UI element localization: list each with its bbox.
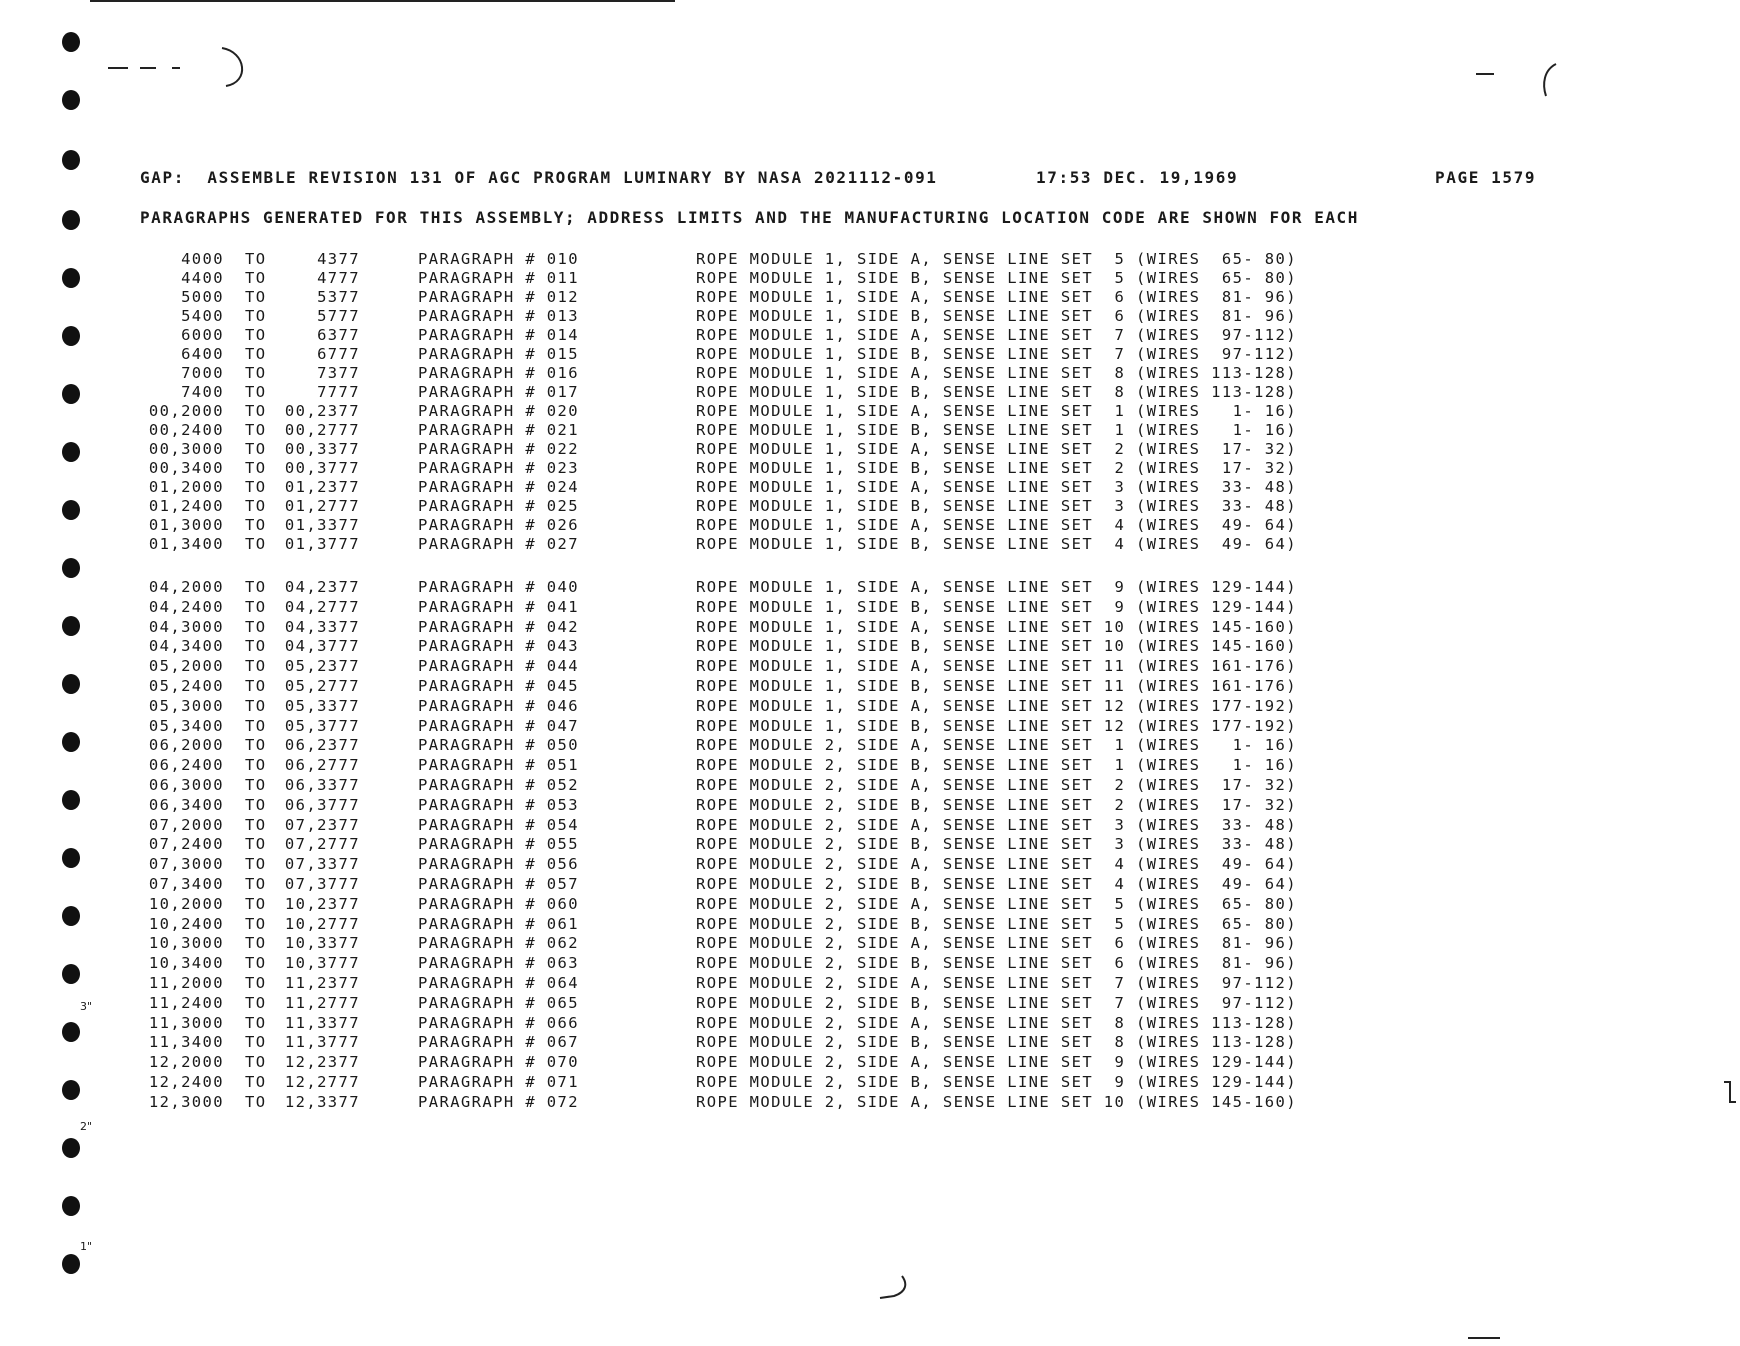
page-number: PAGE 1579 — [1435, 168, 1537, 187]
to-keyword: TO — [245, 364, 267, 382]
rope-location: ROPE MODULE 2, SIDE A, SENSE LINE SET 6 (WIRES 81- 96) — [696, 934, 1297, 953]
rope-location: ROPE MODULE 1, SIDE B, SENSE LINE SET 1 (WIRES 1- 16) — [696, 421, 1297, 439]
paragraph-number: PARAGRAPH # 053 — [418, 795, 579, 814]
listing-row — [0, 1073, 1740, 1092]
rope-location: ROPE MODULE 1, SIDE B, SENSE LINE SET 8 (WIRES 113-128) — [696, 383, 1297, 401]
listing-row — [0, 364, 1740, 383]
paragraph-number: PARAGRAPH # 026 — [418, 516, 579, 534]
rope-location: ROPE MODULE 2, SIDE A, SENSE LINE SET 5 (WIRES 65- 80) — [696, 894, 1297, 913]
paragraph-number: PARAGRAPH # 041 — [418, 597, 579, 616]
end-address: 05,3777 — [284, 716, 360, 735]
to-keyword: TO — [245, 934, 267, 953]
to-keyword: TO — [245, 326, 267, 344]
end-address: 12,2377 — [284, 1053, 360, 1072]
paragraphs-heading: PARAGRAPHS GENERATED FOR THIS ASSEMBLY; ADDRESS LIMITS AND THE MANUFACTURING LOCATION CODE ARE SHOWN FOR EACH — [140, 208, 1359, 227]
listing-row — [0, 459, 1740, 478]
start-address: 11,3000 — [148, 1013, 224, 1032]
start-address: 06,2400 — [148, 756, 224, 775]
margin-mark-1: 1" — [80, 1240, 93, 1253]
start-address: 4000 — [181, 250, 224, 268]
to-keyword: TO — [245, 815, 267, 834]
to-keyword: TO — [245, 855, 267, 874]
to-keyword: TO — [245, 269, 267, 287]
end-address: 01,2777 — [284, 497, 360, 515]
start-address: 4400 — [181, 269, 224, 287]
end-address: 10,3377 — [284, 934, 360, 953]
top-rule — [90, 0, 675, 2]
paragraph-number: PARAGRAPH # 062 — [418, 934, 579, 953]
end-address: 11,2777 — [284, 993, 360, 1012]
start-address: 12,2000 — [148, 1053, 224, 1072]
listing-row — [0, 307, 1740, 326]
end-address: 11,2377 — [284, 974, 360, 992]
paragraph-number: PARAGRAPH # 017 — [418, 383, 579, 401]
rope-location: ROPE MODULE 1, SIDE A, SENSE LINE SET 8 (WIRES 113-128) — [696, 364, 1297, 382]
rope-location: ROPE MODULE 2, SIDE A, SENSE LINE SET 3 (WIRES 33- 48) — [696, 815, 1297, 834]
start-address: 00,2000 — [148, 402, 224, 420]
paragraph-number: PARAGRAPH # 044 — [418, 657, 579, 676]
listing-row — [0, 736, 1740, 755]
rope-location: ROPE MODULE 1, SIDE A, SENSE LINE SET 1 (WIRES 1- 16) — [696, 402, 1297, 420]
listing-row — [0, 598, 1740, 617]
end-address: 11,3377 — [284, 1013, 360, 1032]
paragraph-number: PARAGRAPH # 057 — [418, 875, 579, 893]
punch-hole — [62, 210, 80, 230]
paragraph-number: PARAGRAPH # 012 — [418, 288, 579, 306]
end-address: 4777 — [317, 269, 360, 287]
rope-location: ROPE MODULE 2, SIDE B, SENSE LINE SET 1 (WIRES 1- 16) — [696, 756, 1297, 775]
start-address: 04,2400 — [148, 597, 224, 616]
rope-location: ROPE MODULE 1, SIDE B, SENSE LINE SET 11 (WIRES 161-176) — [696, 677, 1297, 695]
start-address: 04,2000 — [148, 578, 224, 596]
listing-row — [0, 657, 1740, 676]
end-address: 10,2377 — [284, 894, 360, 913]
end-address: 06,2777 — [284, 756, 360, 775]
listing-row — [0, 895, 1740, 914]
rope-location: ROPE MODULE 1, SIDE B, SENSE LINE SET 7 (WIRES 97-112) — [696, 345, 1297, 363]
end-address: 00,3377 — [284, 440, 360, 458]
start-address: 11,2400 — [148, 993, 224, 1012]
rope-location: ROPE MODULE 1, SIDE A, SENSE LINE SET 11 (WIRES 161-176) — [696, 657, 1297, 676]
listing-row — [0, 1053, 1740, 1072]
to-keyword: TO — [245, 478, 267, 496]
listing-row — [0, 677, 1740, 696]
paren-mark — [222, 48, 242, 86]
paragraph-number: PARAGRAPH # 022 — [418, 440, 579, 458]
end-address: 7777 — [317, 383, 360, 401]
paragraph-number: PARAGRAPH # 056 — [418, 855, 579, 874]
end-address: 6777 — [317, 345, 360, 363]
end-address: 01,2377 — [284, 478, 360, 496]
paragraph-number: PARAGRAPH # 024 — [418, 478, 579, 496]
rope-location: ROPE MODULE 2, SIDE B, SENSE LINE SET 7 (WIRES 97-112) — [696, 993, 1297, 1012]
listing-row — [0, 326, 1740, 345]
to-keyword: TO — [245, 716, 267, 735]
punch-hole — [62, 1254, 80, 1274]
start-address: 07,3400 — [148, 875, 224, 893]
end-address: 00,2377 — [284, 402, 360, 420]
start-address: 05,2000 — [148, 657, 224, 676]
listing-row — [0, 637, 1740, 656]
paragraph-number: PARAGRAPH # 020 — [418, 402, 579, 420]
to-keyword: TO — [245, 657, 267, 676]
end-address: 01,3777 — [284, 535, 360, 553]
rope-location: ROPE MODULE 1, SIDE B, SENSE LINE SET 3 (WIRES 33- 48) — [696, 497, 1297, 515]
end-address: 04,3377 — [284, 617, 360, 636]
rope-location: ROPE MODULE 2, SIDE A, SENSE LINE SET 2 (WIRES 17- 32) — [696, 776, 1297, 794]
start-address: 06,3000 — [148, 776, 224, 794]
start-address: 07,2000 — [148, 815, 224, 834]
start-address: 01,3400 — [148, 535, 224, 553]
listing-row — [0, 421, 1740, 440]
rope-location: ROPE MODULE 1, SIDE B, SENSE LINE SET 12 (WIRES 177-192) — [696, 716, 1297, 735]
rope-location: ROPE MODULE 1, SIDE B, SENSE LINE SET 2 (WIRES 17- 32) — [696, 459, 1297, 477]
to-keyword: TO — [245, 578, 267, 596]
to-keyword: TO — [245, 617, 267, 636]
to-keyword: TO — [245, 1053, 267, 1072]
to-keyword: TO — [245, 795, 267, 814]
listing-row — [0, 618, 1740, 637]
paragraph-number: PARAGRAPH # 010 — [418, 250, 579, 268]
end-address: 06,2377 — [284, 736, 360, 755]
paragraph-number: PARAGRAPH # 045 — [418, 677, 579, 695]
end-address: 07,3377 — [284, 855, 360, 874]
start-address: 10,3400 — [148, 954, 224, 973]
listing-row — [0, 974, 1740, 993]
listing-row — [0, 697, 1740, 716]
to-keyword: TO — [245, 736, 267, 755]
to-keyword: TO — [245, 835, 267, 854]
paragraph-number: PARAGRAPH # 016 — [418, 364, 579, 382]
to-keyword: TO — [245, 1013, 267, 1032]
paragraph-number: PARAGRAPH # 023 — [418, 459, 579, 477]
listing-row — [0, 816, 1740, 835]
listing-row — [0, 269, 1740, 288]
listing-row — [0, 835, 1740, 854]
rope-location: ROPE MODULE 2, SIDE B, SENSE LINE SET 2 (WIRES 17- 32) — [696, 795, 1297, 814]
start-address: 05,3400 — [148, 716, 224, 735]
rope-location: ROPE MODULE 2, SIDE A, SENSE LINE SET 7 (WIRES 97-112) — [696, 974, 1297, 992]
rope-location: ROPE MODULE 2, SIDE A, SENSE LINE SET 8 (WIRES 113-128) — [696, 1013, 1297, 1032]
paragraph-number: PARAGRAPH # 021 — [418, 421, 579, 439]
listing-row — [0, 954, 1740, 973]
start-address: 01,2000 — [148, 478, 224, 496]
start-address: 6000 — [181, 326, 224, 344]
listing-row — [0, 497, 1740, 516]
end-address: 4377 — [317, 250, 360, 268]
paren-mark — [880, 1276, 905, 1298]
listing-row — [0, 756, 1740, 775]
paragraph-number: PARAGRAPH # 027 — [418, 535, 579, 553]
listing-row — [0, 934, 1740, 953]
start-address: 11,2000 — [148, 974, 224, 992]
paragraph-number: PARAGRAPH # 052 — [418, 776, 579, 794]
end-address: 12,2777 — [284, 1073, 360, 1091]
to-keyword: TO — [245, 459, 267, 477]
start-address: 6400 — [181, 345, 224, 363]
start-address: 00,3400 — [148, 459, 224, 477]
to-keyword: TO — [245, 250, 267, 268]
listing-row — [0, 1014, 1740, 1033]
to-keyword: TO — [245, 597, 267, 616]
rope-location: ROPE MODULE 2, SIDE B, SENSE LINE SET 6 (WIRES 81- 96) — [696, 954, 1297, 973]
to-keyword: TO — [245, 1073, 267, 1091]
assembly-title: GAP: ASSEMBLE REVISION 131 OF AGC PROGRAM LUMINARY BY NASA 2021112-091 — [140, 168, 938, 187]
rope-location: ROPE MODULE 2, SIDE A, SENSE LINE SET 10 (WIRES 145-160) — [696, 1092, 1297, 1111]
to-keyword: TO — [245, 383, 267, 401]
rope-location: ROPE MODULE 2, SIDE B, SENSE LINE SET 8 (WIRES 113-128) — [696, 1033, 1297, 1052]
rope-location: ROPE MODULE 1, SIDE B, SENSE LINE SET 10 (WIRES 145-160) — [696, 637, 1297, 656]
rope-location: ROPE MODULE 2, SIDE B, SENSE LINE SET 4 (WIRES 49- 64) — [696, 875, 1297, 893]
paragraph-number: PARAGRAPH # 060 — [418, 894, 579, 913]
start-address: 06,3400 — [148, 795, 224, 814]
paragraph-number: PARAGRAPH # 054 — [418, 815, 579, 834]
paragraph-number: PARAGRAPH # 042 — [418, 617, 579, 636]
paragraph-number: PARAGRAPH # 070 — [418, 1053, 579, 1072]
start-address: 10,2400 — [148, 914, 224, 933]
start-address: 5000 — [181, 288, 224, 306]
to-keyword: TO — [245, 914, 267, 933]
end-address: 04,2377 — [284, 578, 360, 596]
margin-mark-3: 3" — [80, 1000, 93, 1013]
to-keyword: TO — [245, 756, 267, 775]
paragraph-number: PARAGRAPH # 050 — [418, 736, 579, 755]
listing-row — [0, 250, 1740, 269]
paragraph-number: PARAGRAPH # 071 — [418, 1073, 579, 1091]
to-keyword: TO — [245, 345, 267, 363]
paragraph-number: PARAGRAPH # 014 — [418, 326, 579, 344]
margin-mark-2: 2" — [80, 1120, 93, 1133]
listing-row — [0, 402, 1740, 421]
rope-location: ROPE MODULE 1, SIDE A, SENSE LINE SET 4 (WIRES 49- 64) — [696, 516, 1297, 534]
end-address: 07,2777 — [284, 835, 360, 854]
end-address: 07,2377 — [284, 815, 360, 834]
rope-location: ROPE MODULE 2, SIDE B, SENSE LINE SET 3 (WIRES 33- 48) — [696, 835, 1297, 854]
to-keyword: TO — [245, 1092, 267, 1111]
to-keyword: TO — [245, 516, 267, 534]
end-address: 05,2377 — [284, 657, 360, 676]
paragraph-number: PARAGRAPH # 013 — [418, 307, 579, 325]
start-address: 00,3000 — [148, 440, 224, 458]
rope-location: ROPE MODULE 2, SIDE A, SENSE LINE SET 9 (WIRES 129-144) — [696, 1053, 1297, 1072]
listing-row — [0, 440, 1740, 459]
to-keyword: TO — [245, 421, 267, 439]
end-address: 12,3377 — [284, 1092, 360, 1111]
end-address: 10,3777 — [284, 954, 360, 973]
paren-mark — [1544, 64, 1556, 96]
listing-row — [0, 345, 1740, 364]
start-address: 12,3000 — [148, 1092, 224, 1111]
rope-location: ROPE MODULE 1, SIDE A, SENSE LINE SET 5 (WIRES 65- 80) — [696, 250, 1297, 268]
to-keyword: TO — [245, 993, 267, 1012]
start-address: 01,3000 — [148, 516, 224, 534]
paragraph-number: PARAGRAPH # 025 — [418, 497, 579, 515]
paragraph-number: PARAGRAPH # 064 — [418, 974, 579, 992]
rope-location: ROPE MODULE 1, SIDE A, SENSE LINE SET 3 (WIRES 33- 48) — [696, 478, 1297, 496]
listing-row — [0, 1093, 1740, 1112]
punch-hole — [62, 1138, 80, 1158]
rope-location: ROPE MODULE 1, SIDE A, SENSE LINE SET 10 (WIRES 145-160) — [696, 617, 1297, 636]
to-keyword: TO — [245, 875, 267, 893]
start-address: 05,3000 — [148, 696, 224, 715]
end-address: 10,2777 — [284, 914, 360, 933]
rope-location: ROPE MODULE 1, SIDE A, SENSE LINE SET 9 (WIRES 129-144) — [696, 578, 1297, 596]
to-keyword: TO — [245, 677, 267, 695]
end-address: 06,3777 — [284, 795, 360, 814]
rope-location: ROPE MODULE 2, SIDE B, SENSE LINE SET 9 (WIRES 129-144) — [696, 1073, 1297, 1091]
paragraph-number: PARAGRAPH # 072 — [418, 1092, 579, 1111]
paragraph-number: PARAGRAPH # 061 — [418, 914, 579, 933]
end-address: 5777 — [317, 307, 360, 325]
punch-hole — [62, 32, 80, 52]
to-keyword: TO — [245, 894, 267, 913]
start-address: 5400 — [181, 307, 224, 325]
start-address: 10,3000 — [148, 934, 224, 953]
listing-row — [0, 776, 1740, 795]
rope-location: ROPE MODULE 1, SIDE A, SENSE LINE SET 6 (WIRES 81- 96) — [696, 288, 1297, 306]
start-address: 06,2000 — [148, 736, 224, 755]
paragraph-number: PARAGRAPH # 040 — [418, 578, 579, 596]
rope-location: ROPE MODULE 1, SIDE B, SENSE LINE SET 4 (WIRES 49- 64) — [696, 535, 1297, 553]
end-address: 01,3377 — [284, 516, 360, 534]
end-address: 04,3777 — [284, 637, 360, 656]
end-address: 05,2777 — [284, 677, 360, 695]
to-keyword: TO — [245, 776, 267, 794]
end-address: 05,3377 — [284, 696, 360, 715]
listing-row — [0, 1033, 1740, 1052]
to-keyword: TO — [245, 637, 267, 656]
end-address: 6377 — [317, 326, 360, 344]
to-keyword: TO — [245, 288, 267, 306]
rope-location: ROPE MODULE 1, SIDE B, SENSE LINE SET 5 (WIRES 65- 80) — [696, 269, 1297, 287]
rope-location: ROPE MODULE 1, SIDE B, SENSE LINE SET 6 (WIRES 81- 96) — [696, 307, 1297, 325]
listing-row — [0, 578, 1740, 597]
listing-row — [0, 516, 1740, 535]
rope-location: ROPE MODULE 1, SIDE B, SENSE LINE SET 9 (WIRES 129-144) — [696, 597, 1297, 616]
punch-hole — [62, 150, 80, 170]
rope-location: ROPE MODULE 1, SIDE A, SENSE LINE SET 12 (WIRES 177-192) — [696, 696, 1297, 715]
to-keyword: TO — [245, 402, 267, 420]
start-address: 07,3000 — [148, 855, 224, 874]
end-address: 04,2777 — [284, 597, 360, 616]
listing-row — [0, 288, 1740, 307]
rope-location: ROPE MODULE 1, SIDE A, SENSE LINE SET 2 (WIRES 17- 32) — [696, 440, 1297, 458]
paragraph-number: PARAGRAPH # 046 — [418, 696, 579, 715]
to-keyword: TO — [245, 1033, 267, 1052]
to-keyword: TO — [245, 696, 267, 715]
listing-row — [0, 915, 1740, 934]
listing-row — [0, 796, 1740, 815]
assembly-timestamp: 17:53 DEC. 19,1969 — [1036, 168, 1239, 187]
punch-hole — [62, 558, 80, 578]
listing-row — [0, 717, 1740, 736]
paragraph-number: PARAGRAPH # 051 — [418, 756, 579, 775]
paragraph-number: PARAGRAPH # 047 — [418, 716, 579, 735]
start-address: 04,3400 — [148, 637, 224, 656]
start-address: 7400 — [181, 383, 224, 401]
paragraph-number: PARAGRAPH # 055 — [418, 835, 579, 854]
end-address: 00,2777 — [284, 421, 360, 439]
start-address: 05,2400 — [148, 677, 224, 695]
page-header — [140, 168, 1540, 190]
paragraph-number: PARAGRAPH # 067 — [418, 1033, 579, 1052]
start-address: 11,3400 — [148, 1033, 224, 1052]
to-keyword: TO — [245, 497, 267, 515]
to-keyword: TO — [245, 535, 267, 553]
start-address: 04,3000 — [148, 617, 224, 636]
listing-row — [0, 994, 1740, 1013]
rope-location: ROPE MODULE 1, SIDE A, SENSE LINE SET 7 (WIRES 97-112) — [696, 326, 1297, 344]
start-address: 7000 — [181, 364, 224, 382]
end-address: 07,3777 — [284, 875, 360, 893]
punch-hole — [62, 1196, 80, 1216]
end-address: 00,3777 — [284, 459, 360, 477]
to-keyword: TO — [245, 440, 267, 458]
start-address: 01,2400 — [148, 497, 224, 515]
rope-location: ROPE MODULE 2, SIDE A, SENSE LINE SET 4 (WIRES 49- 64) — [696, 855, 1297, 874]
to-keyword: TO — [245, 307, 267, 325]
listing-row — [0, 478, 1740, 497]
listing-row — [0, 875, 1740, 894]
start-address: 10,2000 — [148, 894, 224, 913]
listing-row — [0, 535, 1740, 554]
end-address: 11,3777 — [284, 1033, 360, 1052]
punch-hole — [62, 90, 80, 110]
listing-row — [0, 383, 1740, 402]
to-keyword: TO — [245, 954, 267, 973]
paragraph-number: PARAGRAPH # 015 — [418, 345, 579, 363]
listing-row — [0, 855, 1740, 874]
start-address: 00,2400 — [148, 421, 224, 439]
paragraph-number: PARAGRAPH # 043 — [418, 637, 579, 656]
rope-location: ROPE MODULE 2, SIDE B, SENSE LINE SET 5 (WIRES 65- 80) — [696, 914, 1297, 933]
start-address: 12,2400 — [148, 1073, 224, 1091]
rope-location: ROPE MODULE 2, SIDE A, SENSE LINE SET 1 (WIRES 1- 16) — [696, 736, 1297, 755]
start-address: 07,2400 — [148, 835, 224, 854]
paragraph-number: PARAGRAPH # 065 — [418, 993, 579, 1012]
paragraph-number: PARAGRAPH # 063 — [418, 954, 579, 973]
paragraph-number: PARAGRAPH # 011 — [418, 269, 579, 287]
end-address: 7377 — [317, 364, 360, 382]
to-keyword: TO — [245, 974, 267, 992]
end-address: 06,3377 — [284, 776, 360, 794]
end-address: 5377 — [317, 288, 360, 306]
paragraph-number: PARAGRAPH # 066 — [418, 1013, 579, 1032]
